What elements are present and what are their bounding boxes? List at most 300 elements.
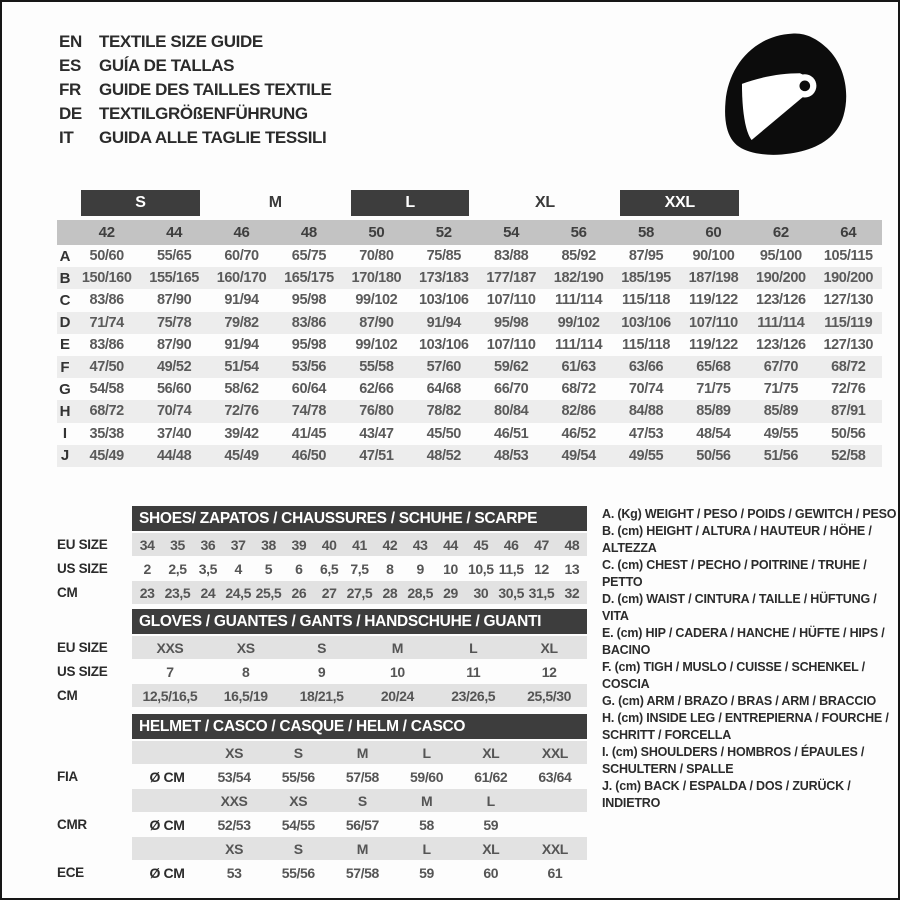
size-header: L [422, 744, 431, 761]
size-value: 99/102 [355, 336, 398, 353]
measure-row-h [57, 400, 882, 422]
cell-value: 10,5 [468, 560, 494, 577]
cell-value: 12 [541, 663, 557, 680]
size-header-row [57, 220, 882, 245]
row-label: D [59, 314, 71, 332]
size-value: 46/52 [561, 425, 596, 442]
size-value: 47/53 [628, 425, 664, 442]
size-value: 107/110 [486, 336, 536, 353]
size-value: 95/100 [759, 248, 802, 265]
value-band [132, 660, 587, 683]
size-value: 115/119 [824, 314, 873, 331]
size-group-xl: XL [534, 194, 555, 211]
cell-value: 10 [443, 560, 458, 577]
size-header: 56 [570, 224, 587, 241]
table-row [57, 533, 587, 556]
cell-value: 61/62 [474, 768, 508, 785]
size-header: 54 [503, 224, 520, 241]
cell-value: 36 [200, 536, 216, 553]
helmet-value-row-fia [57, 765, 587, 788]
size-value: 71/74 [89, 314, 124, 331]
row-label: EU SIZE [57, 640, 108, 655]
language-code: IT [59, 128, 74, 147]
shoes-table-header [57, 506, 587, 531]
size-value: 60/64 [291, 381, 327, 398]
size-value: 60/70 [224, 248, 259, 265]
size-value: 66/70 [494, 381, 529, 398]
cell-value: 47 [534, 536, 549, 553]
shoes-table-title: SHOES/ ZAPATOS / CHAUSSURES / SCHUHE / SCARPE [132, 506, 587, 531]
language-title: GUIDE DES TAILLES TEXTILE [99, 80, 332, 99]
size-value: 165/175 [284, 270, 334, 287]
size-value: 150/160 [81, 270, 132, 287]
cell-value: 48 [564, 536, 580, 553]
cell-value: 25,5/30 [527, 687, 572, 704]
size-value: 177/187 [486, 270, 536, 287]
cell-value: 9 [317, 663, 326, 680]
row-label-spacer [57, 741, 132, 764]
cell-value: L [469, 639, 478, 656]
measure-row-g [57, 378, 882, 400]
row-label-spacer [57, 789, 132, 812]
size-value: 123/126 [756, 336, 806, 353]
size-value: 64/68 [426, 381, 461, 398]
size-value: 56/60 [156, 381, 192, 398]
size-value: 82/86 [561, 403, 596, 420]
cell-value: 2,5 [168, 560, 187, 577]
row-label: A [59, 247, 71, 265]
cell-value: S [317, 639, 327, 656]
cell-value: 56/57 [345, 816, 379, 833]
size-value: 95/98 [494, 314, 529, 331]
size-header: 50 [368, 224, 385, 241]
size-value: 50/56 [831, 425, 866, 442]
cell-value: 28,5 [407, 584, 433, 601]
size-value: 190/200 [823, 270, 874, 287]
language-title-list [59, 30, 331, 150]
size-header: XS [225, 744, 244, 761]
table-row [57, 684, 587, 707]
row-label: CM [57, 585, 78, 600]
measurement-legend [602, 506, 898, 812]
cell-value: 27,5 [346, 584, 373, 601]
size-value: 185/195 [621, 270, 671, 287]
language-row [59, 78, 331, 102]
language-title: GUIDA ALLE TAGLIE TESSILI [99, 128, 327, 147]
cell-value: 11,5 [498, 560, 524, 577]
cell-value: 59/60 [410, 768, 444, 785]
size-value: 95/98 [291, 336, 327, 353]
cell-value: 52/53 [217, 816, 251, 833]
table-row [57, 581, 587, 604]
cell-value: 61 [547, 864, 563, 881]
cell-value: 34 [139, 536, 155, 553]
size-value: 63/66 [628, 359, 664, 376]
size-value: 115/118 [622, 336, 671, 353]
size-value: 85/89 [696, 403, 731, 420]
cell-value: 60 [483, 864, 499, 881]
cell-value: 4 [234, 560, 242, 577]
cell-value: 55/56 [281, 768, 315, 785]
size-value: 62/66 [359, 381, 394, 398]
cell-value: 53 [226, 864, 242, 881]
cell-value: 7,5 [350, 560, 369, 577]
size-value: 49/54 [561, 447, 596, 464]
size-value: 68/72 [89, 403, 124, 420]
size-value: 41/45 [291, 425, 327, 442]
measure-row-f [57, 356, 882, 378]
size-header: 44 [166, 224, 183, 241]
size-value: 83/88 [494, 248, 529, 265]
size-header: 52 [435, 224, 452, 241]
cell-value: 30 [473, 584, 489, 601]
size-value: 58/62 [224, 381, 259, 398]
cell-value: 40 [321, 536, 337, 553]
size-value: 71/75 [763, 381, 799, 398]
size-value: 80/84 [494, 403, 529, 420]
legend-item: E. (cm) HIP / CADERA / HANCHE / HÜFTE / HIPS / BACINO [602, 626, 885, 657]
row-label: US SIZE [57, 561, 108, 576]
cell-value: XL [540, 639, 558, 656]
value-band [132, 581, 587, 604]
cell-value: 24 [200, 584, 216, 601]
standard-label: FIA [57, 769, 78, 784]
size-value: 83/86 [89, 336, 124, 353]
size-value: 111/114 [555, 292, 603, 309]
cell-value: 18/21,5 [299, 687, 344, 704]
size-value: 127/130 [823, 336, 874, 353]
header-spacer [57, 506, 132, 531]
cell-value: 23 [139, 584, 155, 601]
language-code: ES [59, 56, 81, 75]
header-spacer [57, 609, 132, 634]
legend-item: B. (cm) HEIGHT / ALTURA / HAUTEUR / HÖHE / ALTEZZA [602, 524, 872, 555]
size-value: 50/56 [696, 447, 731, 464]
size-value: 182/190 [553, 270, 604, 287]
cell-value: 3,5 [198, 560, 217, 577]
size-group-s: S [81, 190, 200, 216]
size-value: 107/110 [689, 314, 738, 331]
size-value: 173/183 [418, 270, 469, 287]
size-value: 87/90 [156, 292, 192, 309]
size-value: 95/98 [291, 292, 327, 309]
size-value: 111/114 [757, 314, 805, 331]
size-group-m: M [268, 194, 282, 211]
row-label: G [59, 380, 71, 398]
size-value: 46/51 [494, 425, 529, 442]
cell-value: 43 [412, 536, 428, 553]
size-value: 48/54 [696, 425, 731, 442]
size-value: 103/106 [418, 336, 469, 353]
value-band [132, 765, 587, 788]
helmet-table-header [57, 714, 587, 739]
size-value: 83/86 [89, 292, 124, 309]
table-row [57, 557, 587, 580]
language-row [59, 30, 331, 54]
size-group-l: L [351, 190, 470, 216]
cell-value: 11 [466, 663, 481, 680]
size-value: 111/114 [555, 336, 603, 353]
cell-value: 58 [419, 816, 434, 833]
row-label: EU SIZE [57, 537, 108, 552]
cell-value: 28 [382, 584, 398, 601]
size-value: 59/62 [494, 359, 529, 376]
gloves-table [57, 609, 587, 708]
size-value: 91/94 [224, 292, 259, 309]
cell-value: 25,5 [255, 584, 282, 601]
size-header: XXL [541, 840, 568, 857]
row-label: E [59, 336, 70, 354]
legend-item: H. (cm) INSIDE LEG / ENTREPIERNA / FOURCHE / SCHRITT / FORCELLA [602, 711, 889, 742]
size-value: 123/126 [756, 292, 806, 309]
cell-value: 38 [261, 536, 276, 553]
cell-value: 45 [473, 536, 489, 553]
cell-value: 32 [564, 584, 580, 601]
size-value: 119/122 [689, 292, 738, 309]
legend-item: J. (cm) BACK / ESPALDA / DOS / ZURÜCK / INDIETRO [602, 779, 851, 810]
cell-value: 7 [166, 663, 174, 680]
cell-value: 30,5 [498, 584, 524, 601]
size-value: 115/118 [622, 292, 671, 309]
cell-value: 8 [242, 663, 250, 680]
size-header: S [293, 744, 303, 761]
legend-item: G. (cm) ARM / BRAZO / BRAS / ARM / BRACCIO [602, 694, 877, 708]
size-value: 103/106 [621, 314, 671, 331]
size-value: 48/52 [426, 447, 461, 464]
helmet-size-row-fia [57, 741, 587, 764]
legend-item: C. (cm) CHEST / PECHO / POITRINE / TRUHE / PETTO [602, 558, 867, 589]
size-value: 35/38 [89, 425, 124, 442]
cell-value: 13 [564, 560, 580, 577]
row-label-spacer [57, 837, 132, 860]
cell-value: 20/24 [380, 687, 414, 704]
size-value: 72/76 [224, 403, 259, 420]
diameter-label: Ø CM [149, 816, 185, 833]
size-value: 47/51 [359, 447, 394, 464]
size-value: 45/50 [426, 425, 461, 442]
size-band [132, 789, 587, 812]
size-group-xxl: XXL [620, 190, 739, 216]
cell-value: 12,5/16,5 [142, 687, 198, 704]
row-label: CM [57, 688, 78, 703]
size-value: 83/86 [291, 314, 327, 331]
size-value: 57/60 [426, 359, 461, 376]
helmet-rows [57, 741, 587, 884]
row-label: C [59, 291, 71, 309]
helmet-table-title: HELMET / CASCO / CASQUE / HELM / CASCO [132, 714, 587, 739]
size-value: 103/106 [418, 292, 469, 309]
legend-item: F. (cm) TIGH / MUSLO / CUISSE / SCHENKEL / COSCIA [602, 660, 865, 691]
cell-value: 16,5/19 [223, 687, 268, 704]
size-value: 43/47 [359, 425, 394, 442]
size-value: 52/58 [831, 447, 866, 464]
measure-row-a [57, 245, 882, 267]
cell-value: 31,5 [528, 584, 555, 601]
size-band [132, 837, 587, 860]
shoes-rows [57, 533, 587, 604]
cell-value: 55/56 [281, 864, 315, 881]
size-value: 68/72 [561, 381, 596, 398]
value-band [132, 557, 587, 580]
language-code: FR [59, 80, 81, 99]
size-value: 75/78 [156, 314, 192, 331]
cell-value: 12 [534, 560, 549, 577]
size-header: XS [289, 792, 308, 809]
size-value: 71/75 [696, 381, 731, 398]
size-value: 70/74 [156, 403, 192, 420]
gloves-table-title: GLOVES / GUANTES / GANTS / HANDSCHUHE / GUANTI [132, 609, 587, 634]
size-header: M [420, 792, 433, 809]
size-header: S [293, 840, 303, 857]
language-title: TEXTILE SIZE GUIDE [99, 32, 263, 51]
racing-helmet-icon [707, 24, 862, 169]
cell-value: XS [236, 639, 255, 656]
size-value: 79/82 [224, 314, 259, 331]
size-value: 67/70 [763, 359, 799, 376]
diameter-label: Ø CM [149, 768, 185, 785]
size-value: 105/115 [823, 248, 873, 265]
size-value: 91/94 [426, 314, 461, 331]
cell-value: 23,5 [164, 584, 191, 601]
row-label: J [60, 447, 70, 465]
size-header: 42 [98, 224, 115, 241]
measure-row-c [57, 289, 882, 311]
cell-value: 27 [321, 584, 337, 601]
row-label: I [62, 425, 68, 443]
size-header: XL [482, 840, 500, 857]
measurement-rows [57, 245, 882, 467]
size-value: 53/56 [291, 359, 327, 376]
textile-size-table [57, 190, 882, 467]
size-value: 49/55 [628, 447, 664, 464]
size-header: M [356, 744, 369, 761]
cell-value: 5 [264, 560, 273, 577]
size-value: 85/89 [763, 403, 799, 420]
size-header: XXS [220, 792, 248, 809]
cell-value: 24,5 [225, 584, 251, 601]
size-value: 39/42 [224, 425, 259, 442]
cell-value: 53/54 [217, 768, 251, 785]
cell-value: 35 [170, 536, 185, 553]
cell-value: 63/64 [538, 768, 572, 785]
size-value: 44/48 [156, 447, 192, 464]
cell-value: 41 [352, 536, 367, 553]
size-header: 64 [840, 224, 857, 241]
size-header: 58 [637, 224, 655, 241]
diameter-label: Ø CM [149, 864, 185, 881]
size-group-row [57, 190, 882, 216]
size-header: M [356, 840, 369, 857]
size-value: 51/56 [763, 447, 799, 464]
cell-value: 57/58 [345, 768, 379, 785]
language-row [59, 102, 331, 126]
cell-value: 37 [230, 536, 246, 553]
cell-value: 9 [416, 560, 424, 577]
gloves-rows [57, 636, 587, 707]
size-value: 74/78 [291, 403, 327, 420]
size-header: 60 [705, 224, 722, 241]
measure-row-b [57, 267, 882, 289]
size-value: 99/102 [355, 292, 398, 309]
size-value: 99/102 [557, 314, 600, 331]
language-row [59, 126, 331, 150]
size-value: 70/74 [628, 381, 664, 398]
size-value: 78/82 [426, 403, 461, 420]
cell-value: 46 [503, 536, 519, 553]
language-title: TEXTILGRÖßENFÜHRUNG [99, 104, 308, 123]
measure-row-e [57, 334, 882, 356]
size-value: 72/76 [831, 381, 866, 398]
size-header-spacer [57, 220, 73, 245]
value-band [132, 861, 587, 884]
size-value: 49/55 [763, 425, 799, 442]
size-value: 119/122 [689, 336, 738, 353]
size-value: 65/75 [291, 248, 327, 265]
helmet-size-row-cmr [57, 789, 587, 812]
standard-label: ECE [57, 865, 84, 880]
size-value: 87/90 [156, 336, 192, 353]
size-band [132, 741, 587, 764]
value-band [132, 533, 587, 556]
cell-value: 57/58 [345, 864, 379, 881]
size-value: 85/92 [561, 248, 596, 265]
size-value: 65/68 [696, 359, 731, 376]
table-row [57, 636, 587, 659]
size-value: 190/200 [756, 270, 806, 287]
size-header: 48 [300, 224, 317, 241]
legend-item: A. (Kg) WEIGHT / PESO / POIDS / GEWITCH / PESO [602, 507, 897, 521]
size-value: 87/90 [359, 314, 394, 331]
size-value: 76/80 [359, 403, 394, 420]
size-value: 70/80 [359, 248, 394, 265]
size-header: 62 [772, 224, 789, 241]
helmet-value-row-ece [57, 861, 587, 884]
language-title: GUÍA DE TALLAS [99, 56, 235, 75]
size-header: L [422, 840, 431, 857]
gloves-table-header [57, 609, 587, 634]
size-value: 75/85 [426, 248, 461, 265]
row-label: H [59, 402, 71, 420]
value-band [132, 813, 587, 836]
header-spacer [57, 714, 132, 739]
cell-value: 42 [382, 536, 398, 553]
size-value: 55/58 [359, 359, 394, 376]
size-value: 127/130 [823, 292, 874, 309]
value-band [132, 684, 587, 707]
size-value: 68/72 [831, 359, 866, 376]
size-header: XL [482, 744, 500, 761]
size-value: 50/60 [89, 248, 124, 265]
cell-value: 6,5 [320, 560, 339, 577]
size-value: 107/110 [486, 292, 536, 309]
cell-value: 39 [291, 536, 307, 553]
row-label: F [60, 358, 70, 376]
cell-value: M [391, 639, 404, 656]
size-value: 37/40 [156, 425, 192, 442]
cell-value: XXS [156, 639, 184, 656]
size-value: 48/53 [494, 447, 529, 464]
legend-item: I. (cm) SHOULDERS / HOMBROS / ÉPAULES / SCHULTERN / SPALLE [602, 745, 865, 776]
size-value: 170/180 [351, 270, 402, 287]
cell-value: 26 [291, 584, 307, 601]
size-value: 160/170 [216, 270, 267, 287]
shoes-table [57, 506, 587, 605]
measure-row-j [57, 445, 882, 467]
size-value: 54/58 [89, 381, 124, 398]
size-value: 91/94 [224, 336, 259, 353]
cell-value: 29 [443, 584, 458, 601]
standard-label: CMR [57, 817, 87, 832]
